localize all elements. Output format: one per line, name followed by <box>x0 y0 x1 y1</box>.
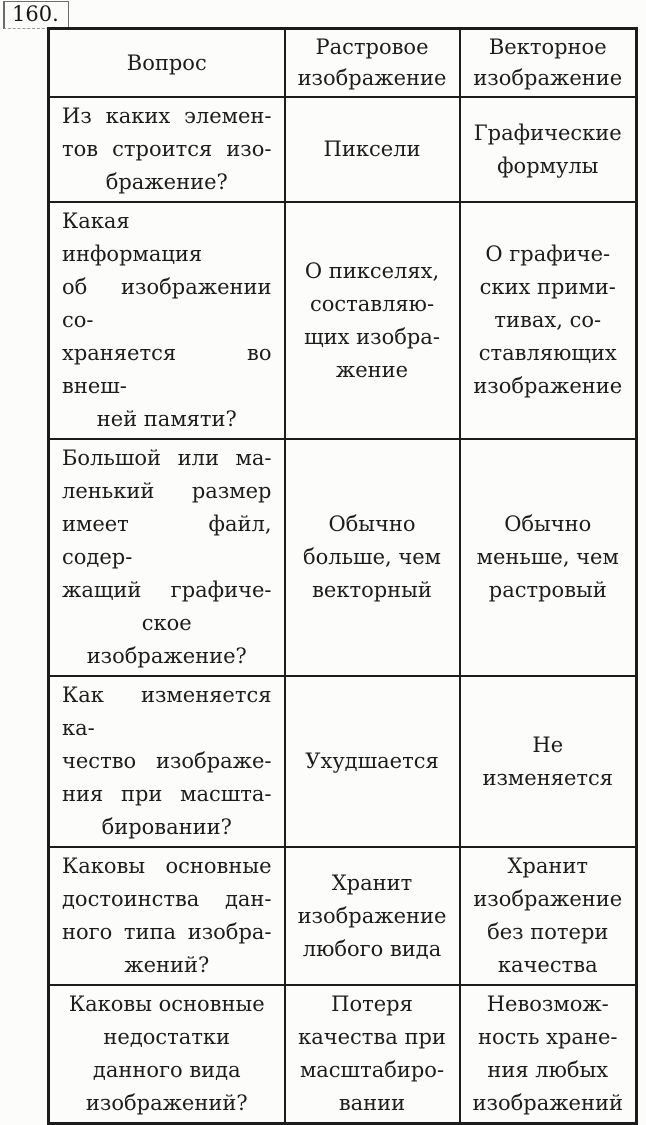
question-cell <box>49 202 285 439</box>
text-line: изображений <box>472 1091 623 1115</box>
text-line: больше, чем <box>302 545 441 569</box>
question-cell <box>49 847 285 985</box>
text-line: Каковы основные <box>68 992 265 1016</box>
header-vector-image <box>460 29 637 98</box>
text-line: Из каких элемен- <box>62 104 272 128</box>
text-line: изображение <box>473 66 623 90</box>
text-line: чество изображе- <box>62 749 272 773</box>
text-line: качества <box>497 953 598 977</box>
text-line: составляю- <box>309 291 435 316</box>
table-row <box>49 847 637 985</box>
vector-cell <box>460 97 637 202</box>
text-line: Большой или ма- <box>62 446 272 470</box>
text-line: растровый <box>488 578 607 602</box>
text-line: качества при <box>298 1025 446 1049</box>
text-line: Невозмож- <box>486 992 609 1016</box>
raster-cell <box>285 847 460 985</box>
vector-cell <box>460 847 637 985</box>
text-line: масштабиро- <box>299 1058 445 1082</box>
text-line: Каковы основные <box>62 854 272 878</box>
question-cell <box>49 985 285 1124</box>
text-line: щих изобра- <box>304 324 440 349</box>
text-line: Обычно <box>328 512 416 536</box>
text-line: изображение <box>297 903 447 928</box>
vector-cell <box>460 202 637 439</box>
raster-cell <box>285 676 460 847</box>
text-line: недостатки <box>103 1025 231 1049</box>
text-line: О графиче- <box>485 242 611 266</box>
text-line: бражение? <box>105 170 228 194</box>
raster-cell <box>285 97 460 202</box>
text-line: храняется во внеш- <box>62 341 272 398</box>
text-line: жений? <box>124 953 210 977</box>
text-line: изменяется <box>482 765 613 790</box>
text-line: бировании? <box>101 815 232 839</box>
text-line: ния при масшта- <box>62 782 272 806</box>
text-line: Пиксели <box>323 137 421 161</box>
text-line: об изображении со- <box>62 275 272 332</box>
header-raster-image <box>285 29 460 98</box>
text-line: ней памяти? <box>96 407 237 431</box>
text-line: ское изображение? <box>86 611 247 668</box>
text-line: Потеря <box>331 992 413 1016</box>
text-line: ность хране- <box>478 1025 618 1049</box>
text-line: меньше, чем <box>476 545 619 569</box>
question-cell <box>49 676 285 847</box>
text-line: ния любых <box>487 1058 609 1082</box>
text-line: Не <box>532 732 564 757</box>
text-line: Растровое <box>315 35 429 59</box>
comparison-table <box>47 27 638 1125</box>
raster-cell <box>285 439 460 676</box>
vector-cell <box>460 985 637 1124</box>
text-line: Векторное <box>488 35 607 59</box>
question-cell <box>49 439 285 676</box>
table-row <box>49 202 637 439</box>
text-line: тов строится изо- <box>62 137 272 161</box>
text-line: Ухудшается <box>305 749 439 773</box>
text-line: Как изменяется ка- <box>62 683 272 740</box>
header-question <box>49 29 285 98</box>
text-line: векторный <box>312 578 432 602</box>
text-line: ленький размер <box>62 479 272 503</box>
text-line: Какая информация <box>62 209 203 266</box>
text-line: ставляющих <box>478 341 617 365</box>
text-line: имеет файл, содер- <box>62 512 272 569</box>
raster-cell <box>285 985 460 1124</box>
page-number-label: 160. <box>3 1 69 29</box>
text-line: тивах, со- <box>494 308 602 332</box>
text-line: Хранит <box>507 854 589 878</box>
text-line: данного вида <box>92 1058 241 1082</box>
table-row <box>49 439 637 676</box>
text-line: формулы <box>497 153 599 178</box>
text-line: Вопрос <box>126 50 207 75</box>
table-row <box>49 676 637 847</box>
text-line: любого вида <box>302 936 442 961</box>
header-row <box>49 29 637 98</box>
text-line: Хранит <box>331 870 413 895</box>
text-line: изображение <box>473 887 623 911</box>
vector-cell <box>460 676 637 847</box>
text-line: изображений? <box>85 1091 248 1115</box>
text-line: без потери <box>487 920 609 944</box>
question-cell <box>49 97 285 202</box>
text-line: жащий графиче- <box>62 578 272 602</box>
text-line: ских прими- <box>479 275 616 299</box>
text-line: изображение <box>473 374 623 398</box>
table-row <box>49 97 637 202</box>
raster-cell <box>285 202 460 439</box>
text-line: изображение <box>297 66 447 90</box>
text-line: Обычно <box>504 512 592 536</box>
text-line: достоинства дан- <box>62 887 272 911</box>
text-line: вании <box>338 1091 406 1115</box>
text-line: жение <box>335 357 409 382</box>
text-line: О пикселях, <box>304 258 440 283</box>
text-line: Графические <box>473 120 622 145</box>
vector-cell <box>460 439 637 676</box>
text-line: ного типа изобра- <box>62 920 272 944</box>
table-row <box>49 985 637 1124</box>
